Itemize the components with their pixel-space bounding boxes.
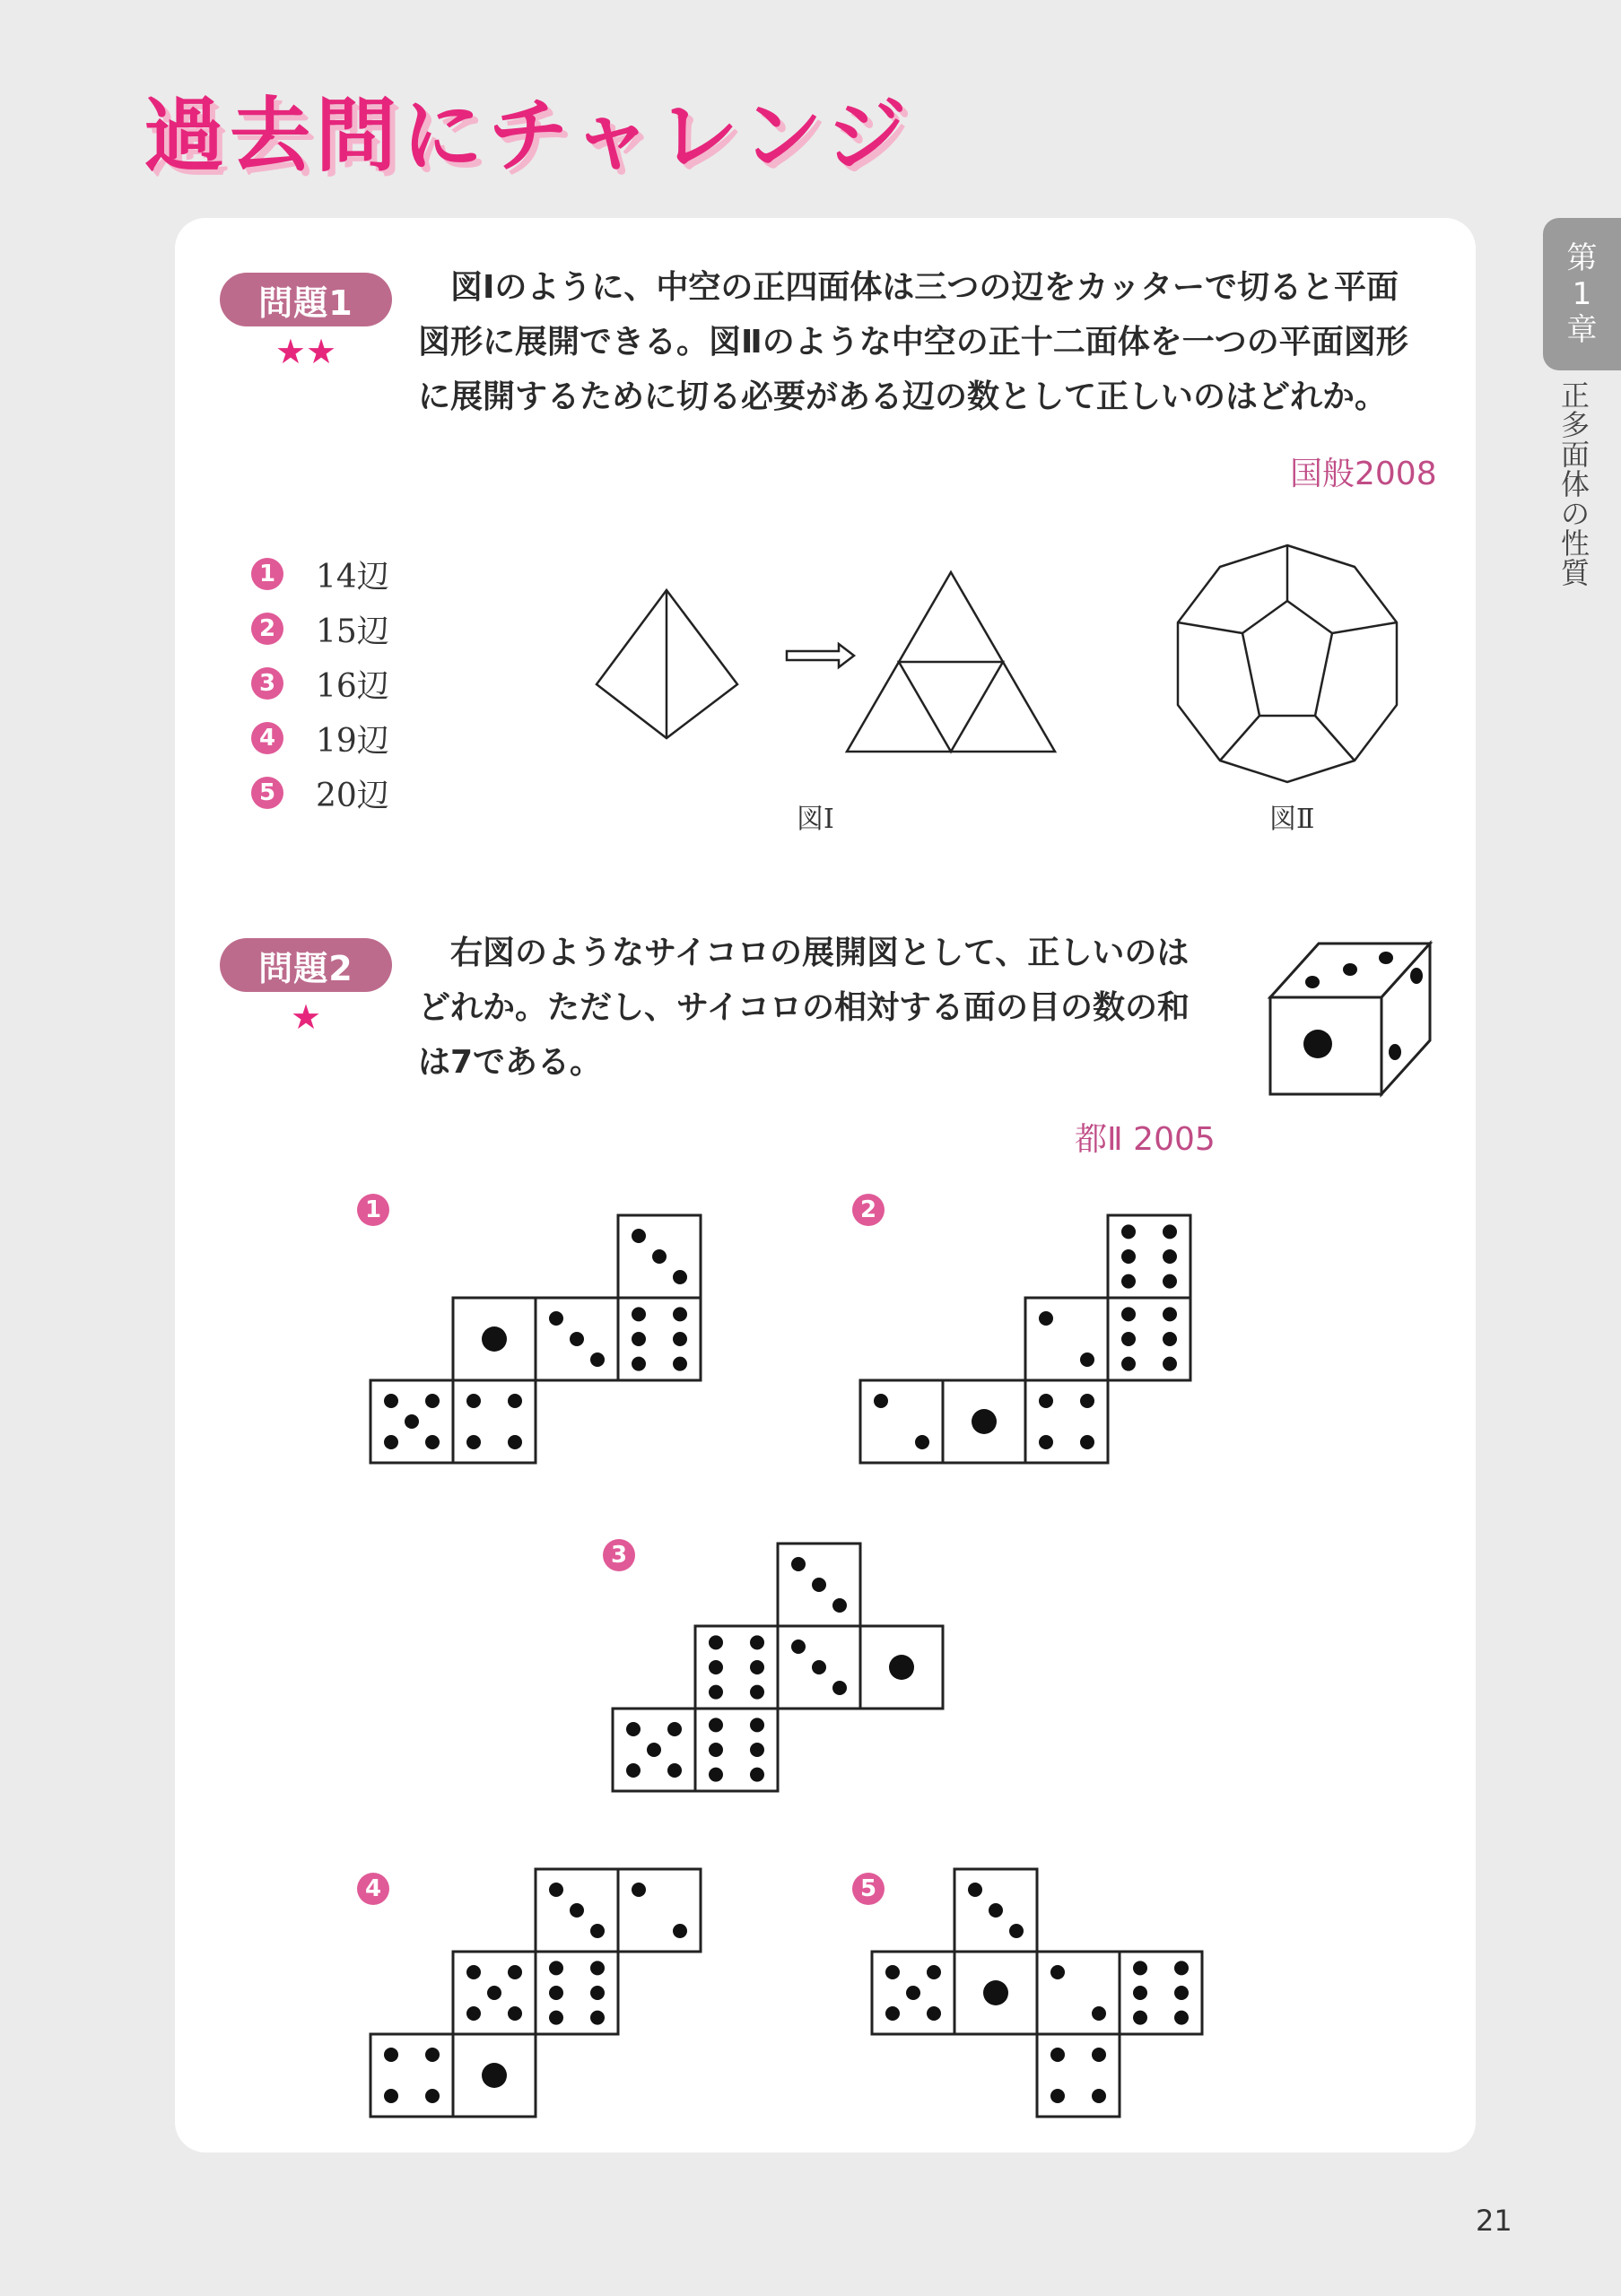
problem1-line: 図Ⅰのように、中空の正四面体は三つの辺をカッターで切ると平面 (418, 269, 1399, 306)
dice-pip (1121, 1249, 1136, 1264)
dice-pip (673, 1357, 687, 1371)
problem1-badge: 問題1 (220, 273, 392, 326)
dice-pip (1163, 1249, 1177, 1264)
dice-pip (466, 2006, 481, 2021)
dice-pip (632, 1883, 646, 1897)
dice-pip (667, 1763, 682, 1778)
dice-pip (405, 1414, 419, 1429)
dice-pip (1039, 1435, 1053, 1449)
dice-face (1025, 1298, 1108, 1380)
dice-pip (1163, 1224, 1177, 1239)
dice-face (618, 1869, 701, 1952)
dice-face (370, 2034, 453, 2117)
dice-pip (1174, 2011, 1189, 2025)
problem2-source: 都Ⅱ 2005 (1075, 1121, 1216, 1158)
choice-number: 4 (251, 722, 283, 754)
choice-text: 20辺 (316, 777, 389, 814)
choice-text: 15辺 (316, 613, 389, 650)
dice-net-1 (370, 1215, 701, 1463)
chapter-title-char: 多 (1560, 408, 1590, 442)
net-option-number-4[interactable]: 4 (357, 1873, 389, 1905)
dice-pip (482, 2063, 507, 2088)
chapter-title-char: 体 (1560, 467, 1590, 501)
dice-pip (425, 2048, 440, 2062)
dice-pip (1039, 1394, 1053, 1408)
dice-pip (425, 1435, 440, 1449)
dice-pip (590, 2011, 605, 2025)
dice-pip (750, 1768, 764, 1782)
problem1-difficulty-stars: ★★ (275, 332, 337, 371)
dice-pip (508, 1394, 522, 1408)
net-option-number-3[interactable]: 3 (603, 1539, 635, 1571)
choice-text: 14辺 (316, 558, 389, 596)
dice-pip (915, 1435, 929, 1449)
dice-face (860, 1380, 943, 1463)
dice-pip (632, 1307, 646, 1321)
dice-pip (750, 1660, 764, 1674)
chapter-title-char: の (1560, 497, 1590, 531)
dice-pip (832, 1598, 847, 1613)
dice-pip (709, 1635, 723, 1649)
choice-number: 3 (251, 667, 283, 700)
chapter-char: 章 (1566, 312, 1598, 348)
problem2-line: どれか。ただし、サイコロの相対する面の目の数の和 (418, 989, 1190, 1026)
dice-pip (384, 1394, 398, 1408)
dice-net-3 (613, 1544, 943, 1791)
chapter-title-char: 質 (1560, 556, 1590, 590)
chapter-char: 第 (1566, 240, 1598, 276)
dice-face (1037, 2034, 1120, 2117)
dice-pip (874, 1394, 888, 1408)
dice-pip (590, 1352, 605, 1367)
dice-net-4 (370, 1869, 701, 2117)
dice-pip (927, 2006, 941, 2021)
dice-pip (1121, 1357, 1136, 1371)
dice-pip (626, 1763, 641, 1778)
dice-pip (1163, 1274, 1177, 1289)
dice-pip (466, 1394, 481, 1408)
dice-pip (1080, 1435, 1094, 1449)
dice-pip (487, 1986, 501, 2000)
dice-pip (652, 1249, 667, 1264)
dice-pip (667, 1722, 682, 1736)
net-option-number-5[interactable]: 5 (852, 1873, 885, 1905)
dice-face (1108, 1215, 1190, 1298)
dice-pip (750, 1743, 764, 1757)
dice-pip (791, 1639, 806, 1654)
dice-pip (750, 1635, 764, 1649)
dice-pip (1092, 2006, 1106, 2021)
dice-pip (632, 1229, 646, 1243)
dice-pip (466, 1965, 481, 1979)
dice-pip (482, 1326, 507, 1352)
dice-pip (709, 1718, 723, 1732)
dice-pip (384, 1435, 398, 1449)
dice-net-5 (872, 1869, 1202, 2117)
dice-pip (673, 1307, 687, 1321)
dice-face (453, 1380, 536, 1463)
dice-pip (1092, 2089, 1106, 2103)
problem2-badge: 問題2 (220, 938, 392, 992)
choice-text: 19辺 (316, 722, 389, 760)
dice-pip (590, 1961, 605, 1975)
problem2-difficulty-stars: ★ (290, 997, 322, 1037)
dice-pip (466, 1435, 481, 1449)
dice-pip (750, 1718, 764, 1732)
dice-pip (1080, 1394, 1094, 1408)
problem2-line: は7である。 (418, 1044, 603, 1081)
dice-pip (384, 2048, 398, 2062)
choice-text: 16辺 (316, 667, 389, 705)
net-option-number-2[interactable]: 2 (852, 1194, 885, 1226)
dice-pip (1174, 1961, 1189, 1975)
dice-pip (989, 1903, 1003, 1918)
dice-pip (889, 1655, 914, 1680)
dice-pip (425, 1394, 440, 1408)
chapter-char: 1 (1572, 276, 1592, 312)
dice-pip (832, 1681, 847, 1695)
problem2-line: 右図のようなサイコロの展開図として、正しいのは (418, 935, 1190, 971)
dice-pip (1133, 2011, 1147, 2025)
problem1-line: に展開するために切る必要がある辺の数として正しいのはどれか。 (418, 378, 1388, 415)
dice-pip (709, 1660, 723, 1674)
dice-pip (1121, 1224, 1136, 1239)
page-title: 過去問にチャレンジ (144, 89, 912, 183)
problem1-source: 国般2008 (1290, 456, 1437, 492)
dice-pip (1121, 1307, 1136, 1321)
chapter-title-char: 性 (1560, 526, 1590, 561)
dice-pip (384, 2089, 398, 2103)
dice-pip (673, 1924, 687, 1938)
dice-pip (1163, 1307, 1177, 1321)
problem1-line: 図形に展開できる。図Ⅱのような中空の正十二面体を一つの平面図形 (418, 324, 1408, 361)
dice-pip (1174, 1986, 1189, 2000)
dice-pip (709, 1743, 723, 1757)
net-option-number-1[interactable]: 1 (357, 1194, 389, 1226)
dice-pip (1163, 1357, 1177, 1371)
dice-pip (1080, 1352, 1094, 1367)
dice-pip (632, 1332, 646, 1346)
dice-pip (1133, 1961, 1147, 1975)
dice-pip (1163, 1332, 1177, 1346)
choice-number: 2 (251, 613, 283, 645)
dice-pip (549, 2011, 563, 2025)
dice-pip (632, 1357, 646, 1371)
dice-pip (1050, 1965, 1065, 1979)
dice-pip (549, 1986, 563, 2000)
page-number: 21 (1476, 2204, 1512, 2238)
dice-pip (673, 1332, 687, 1346)
chapter-title-char: 正 (1560, 378, 1590, 413)
dice-pip (626, 1722, 641, 1736)
dice-pip (570, 1332, 584, 1346)
dice-face (1037, 1952, 1120, 2034)
choice-number: 1 (251, 558, 283, 590)
dice-pip (927, 1965, 941, 1979)
dice-face (1108, 1298, 1190, 1380)
dice-pip (812, 1660, 826, 1674)
dice-pip (549, 1961, 563, 1975)
dice-pip (709, 1685, 723, 1700)
dice-pip (590, 1924, 605, 1938)
dice-pip (791, 1557, 806, 1571)
dice-pip (673, 1270, 687, 1284)
dice-pip (709, 1768, 723, 1782)
dice-pip (590, 1986, 605, 2000)
dice-pip (1050, 2089, 1065, 2103)
dice-pip (1009, 1924, 1024, 1938)
dice-pip (570, 1903, 584, 1918)
dice-pip (885, 1965, 900, 1979)
dice-face (1120, 1952, 1202, 2034)
dice-face (536, 1952, 618, 2034)
dice-pip (968, 1883, 982, 1897)
dice-face (618, 1298, 701, 1380)
dice-pip (549, 1883, 563, 1897)
dice-pip (1121, 1274, 1136, 1289)
dice-pip (647, 1743, 661, 1757)
dice-pip (508, 2006, 522, 2021)
dice-face (1025, 1380, 1108, 1463)
dice-pip (549, 1311, 563, 1326)
dice-pip (972, 1409, 997, 1434)
dice-pip (508, 1965, 522, 1979)
dice-face (695, 1709, 778, 1791)
dice-pip (1050, 2048, 1065, 2062)
dice-pip (812, 1578, 826, 1592)
dice-net-2 (860, 1215, 1190, 1463)
dice-pip (906, 1986, 920, 2000)
dice-pip (1133, 1986, 1147, 2000)
dice-pip (508, 1435, 522, 1449)
dice-pip (1092, 2048, 1106, 2062)
dice-pip (885, 2006, 900, 2021)
dice-pip (1121, 1332, 1136, 1346)
dice-face (695, 1626, 778, 1709)
chapter-title-char: 面 (1560, 438, 1590, 472)
choice-number: 5 (251, 777, 283, 809)
figure-2-label: 図Ⅱ (1269, 804, 1315, 835)
dice-pip (1039, 1311, 1053, 1326)
figure-1-label: 図Ⅰ (797, 804, 834, 835)
dice-pip (750, 1685, 764, 1700)
dice-pip (983, 1980, 1008, 2005)
dice-pip (425, 2089, 440, 2103)
